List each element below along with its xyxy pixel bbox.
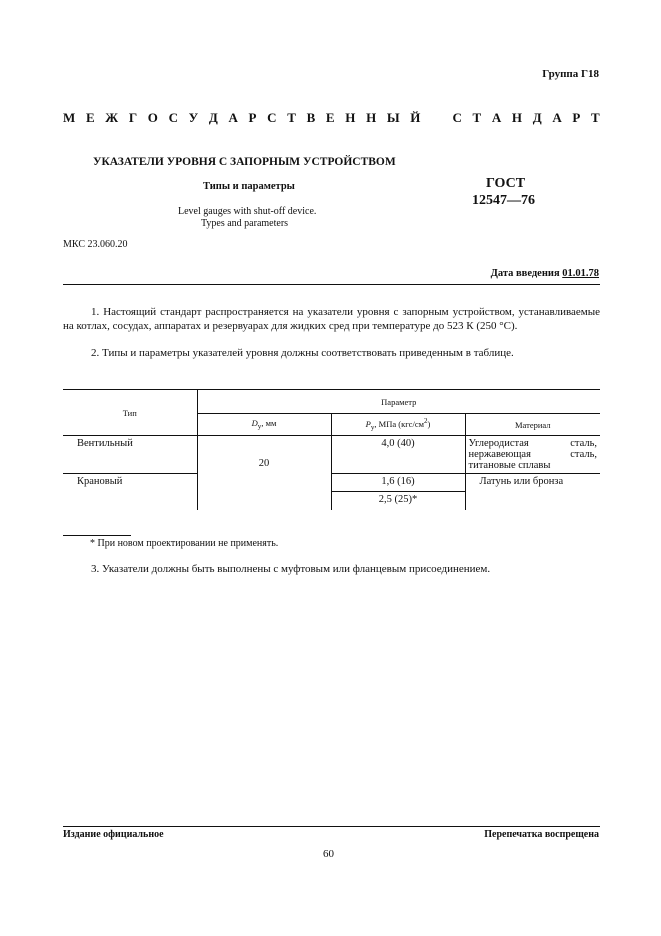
english-title-line2: Types and parameters	[201, 218, 289, 229]
header-material: Материал	[465, 414, 600, 436]
banner-letter: А	[491, 110, 502, 125]
paragraph-3: 3. Указатели должны быть выполнены с муфтовым или фланцевым присоединением.	[91, 563, 491, 575]
banner-letter: Е	[325, 110, 335, 125]
banner-letter: А	[552, 110, 562, 125]
banner-letter: М	[63, 110, 76, 125]
banner-letter: Ы	[386, 110, 400, 125]
document-title: УКАЗАТЕЛИ УРОВНЯ С ЗАПОРНЫМ УСТРОЙСТВОМ	[93, 156, 396, 168]
page-number: 60	[323, 848, 334, 860]
effective-date-label: Дата введения	[490, 268, 560, 279]
footnote-divider	[63, 535, 131, 536]
banner-letter: О	[147, 110, 158, 125]
banner-letter: Н	[511, 110, 523, 125]
banner-letter: Н	[366, 110, 377, 125]
banner-letter: У	[188, 110, 199, 125]
header-py: $P_у$, МПа $(кгс/см^2)$	[331, 414, 465, 436]
banner-letter: С	[267, 110, 277, 125]
mks-code: МКС 23.060.20	[63, 239, 128, 250]
footnote: * При новом проектировании не применять.	[90, 538, 279, 549]
banner-letter: Н	[345, 110, 356, 125]
table-row	[63, 436, 600, 474]
banner-letter: Г	[128, 110, 138, 125]
cell-type-valve: Вентильный	[63, 436, 197, 474]
cell-material-cock: Латунь или бронза	[465, 474, 600, 510]
effective-date	[491, 268, 599, 279]
banner-letter: В	[306, 110, 316, 125]
banner-letter: Ж	[105, 110, 119, 125]
document-subtitle: Типы и параметры	[203, 181, 295, 192]
effective-date-value: 01.01.78	[562, 268, 599, 279]
banner-letter: Т	[287, 110, 296, 125]
group-code: Группа Г18	[542, 68, 599, 80]
cell-py-valve: 4,0 (40)	[331, 436, 465, 474]
table-header-row	[63, 390, 600, 414]
reprint-prohibited-label: Перепечатка воспрещена	[484, 829, 599, 840]
gost-label: ГОСТ	[486, 176, 526, 191]
footer-divider	[63, 826, 600, 827]
header-dy: $D_у$, мм	[197, 414, 331, 436]
banner-letter: Д	[532, 110, 542, 125]
header-divider	[63, 284, 600, 285]
banner-letter: Д	[208, 110, 218, 125]
table-row	[63, 474, 600, 492]
banner-letter: С	[452, 110, 462, 125]
banner-letter: Т	[472, 110, 482, 125]
parameters-table	[63, 389, 600, 510]
cell-type-empty	[63, 492, 197, 510]
gost-number: 12547—76	[472, 193, 535, 208]
banner-letter: Р	[248, 110, 257, 125]
banner-letter: Е	[85, 110, 95, 125]
official-edition-label: Издание официальное	[63, 829, 164, 840]
cell-py-cock-1: 1,6 (16)	[331, 474, 465, 492]
interstate-standard-banner	[63, 110, 600, 126]
cell-dy: 20	[197, 436, 331, 510]
banner-letter: С	[168, 110, 178, 125]
paragraph-1: 1. Настоящий стандарт распространяется на указатели уровня с запорным устройством, устанавливаемые на котлах, сосудах, аппаратах и резервуарах для жидких сред при температуре до 523 К (250 °С).	[63, 306, 600, 332]
banner-letter: Т	[591, 110, 600, 125]
banner-letter: Р	[572, 110, 581, 125]
header-type: Тип	[63, 390, 197, 436]
header-parameter: Параметр	[197, 390, 600, 414]
cell-type-cock: Крановый	[77, 476, 123, 487]
paragraph-2: 2. Типы и параметры указателей уровня должны соответствовать приведенным в таблице.	[91, 347, 514, 359]
english-title-line1: Level gauges with shut-off device.	[178, 206, 317, 217]
cell-py-cock-2: 2,5 (25)*	[331, 492, 465, 510]
banner-letter: А	[228, 110, 238, 125]
cell-material-valve: Углеродистая сталь, нержавеющая сталь, титановые сплавы	[465, 436, 600, 474]
banner-letter: Й	[410, 110, 421, 125]
